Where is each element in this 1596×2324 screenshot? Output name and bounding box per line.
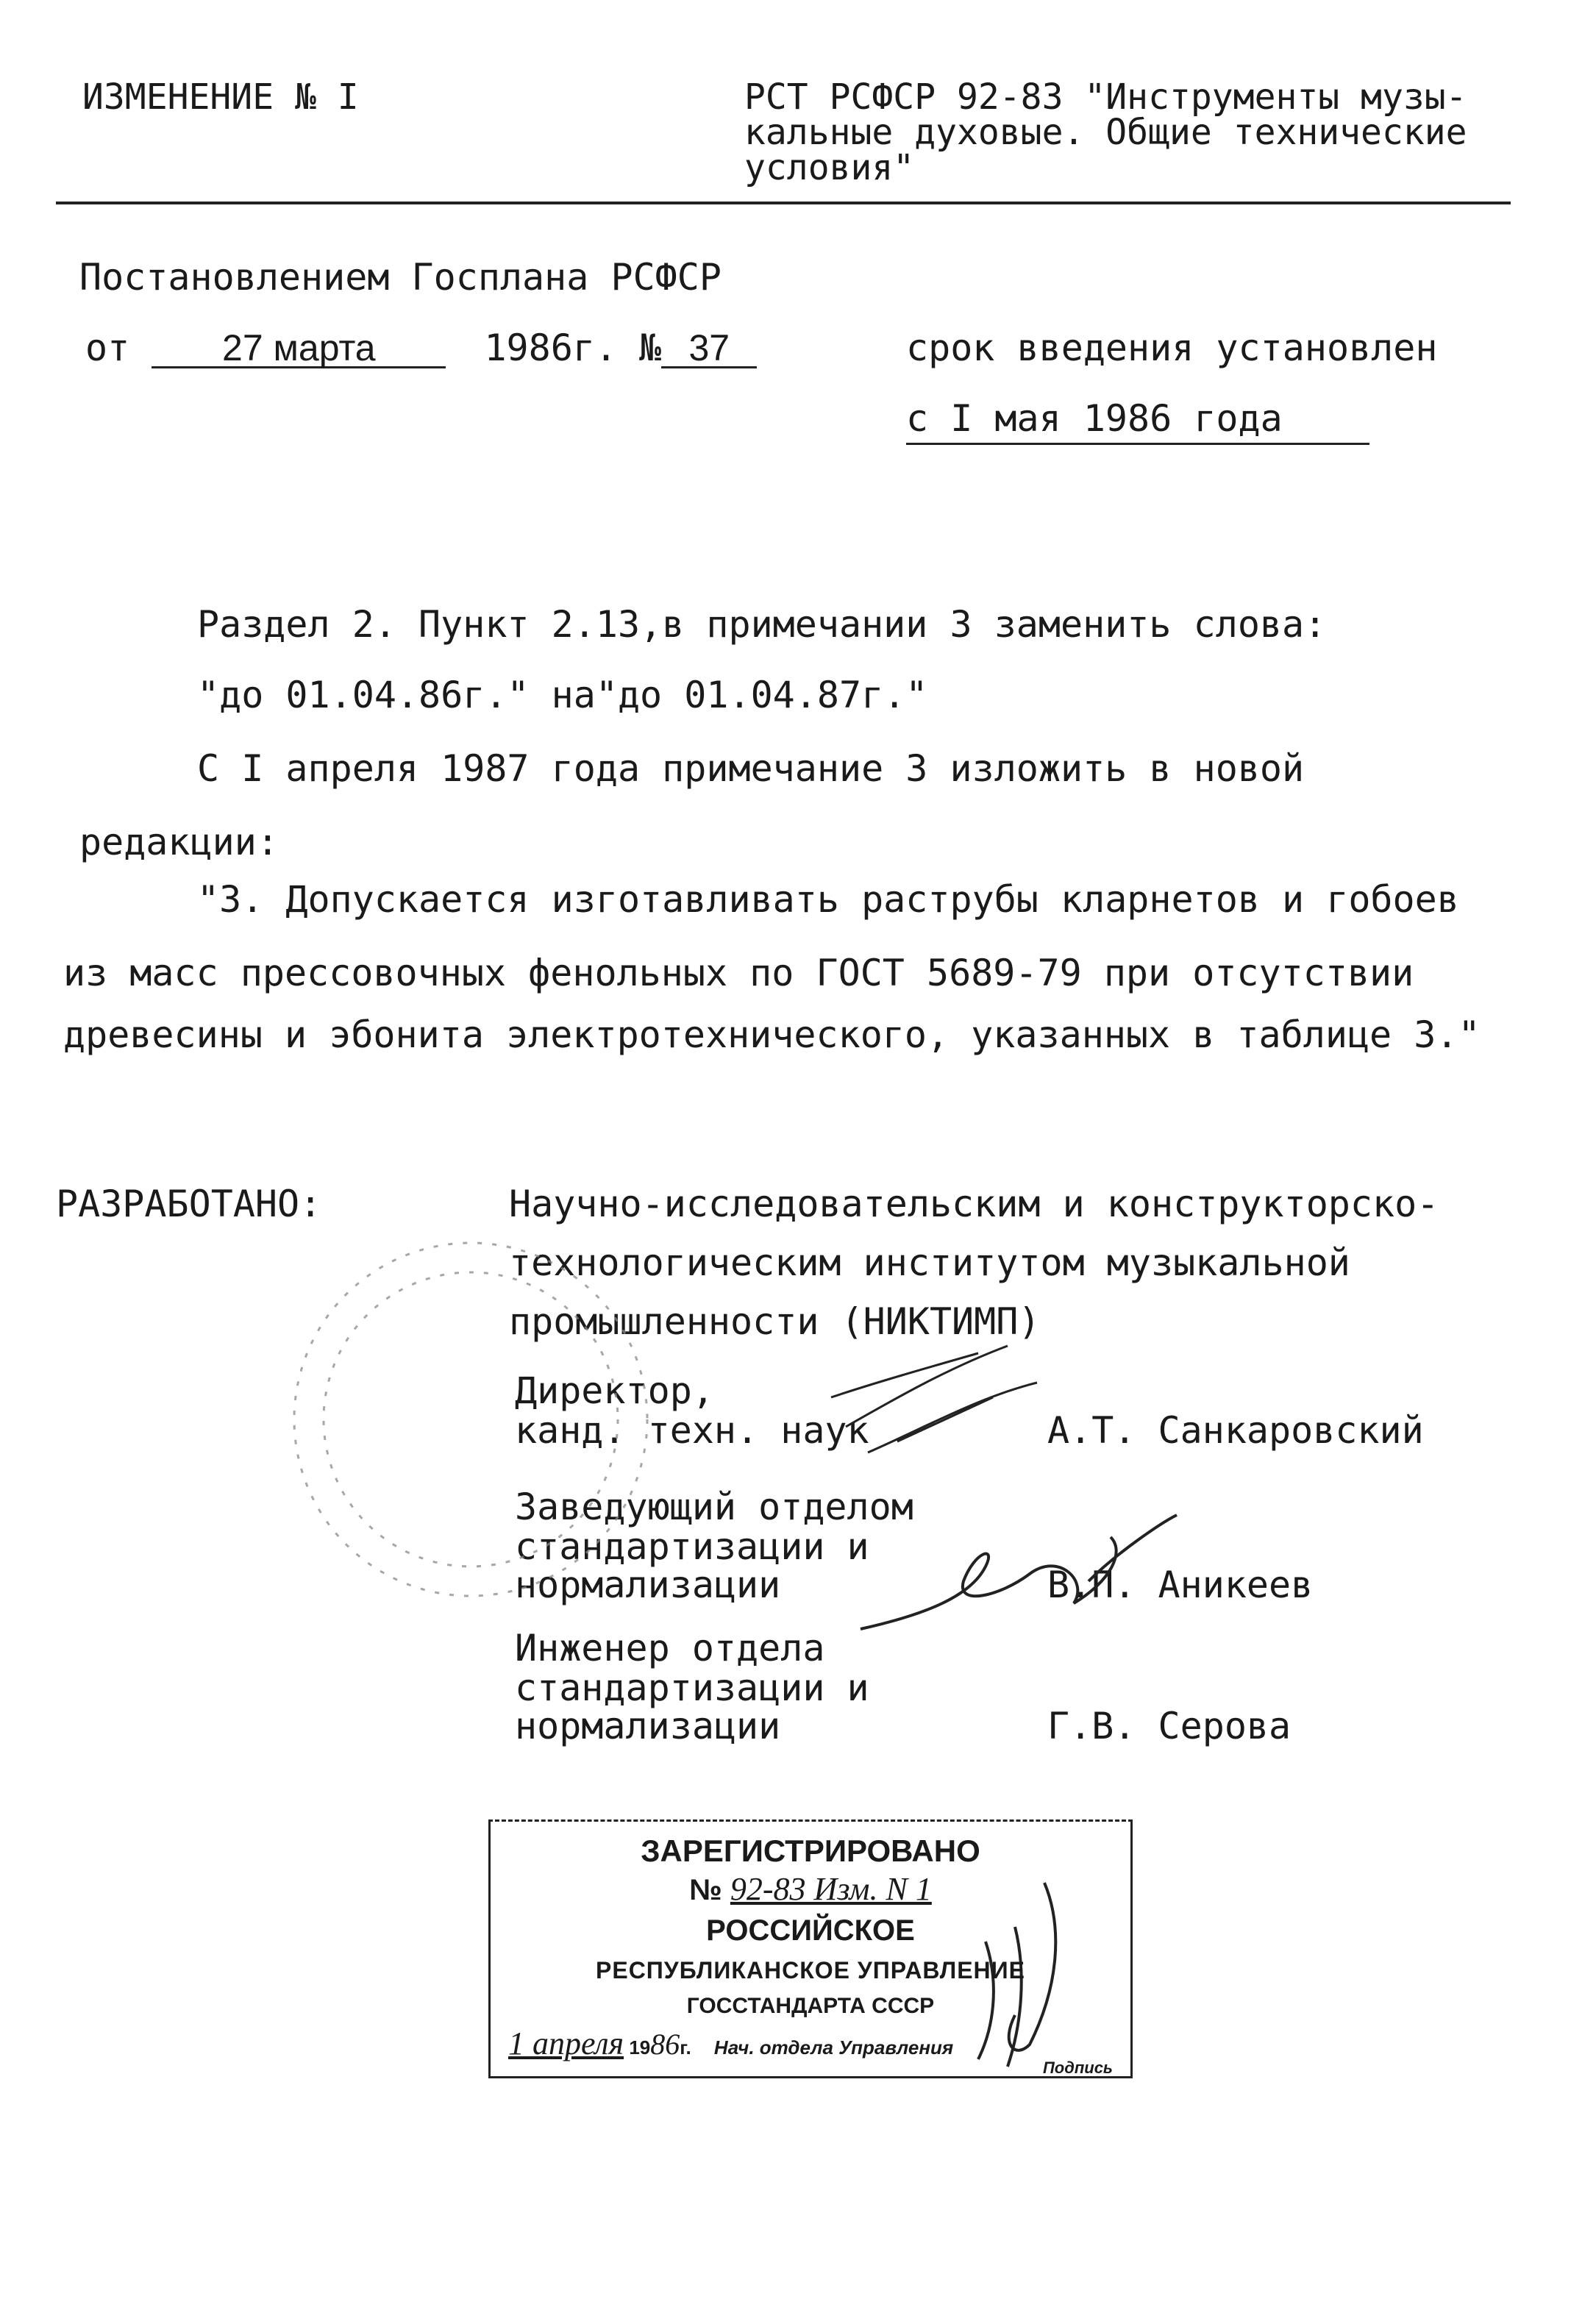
- header-rule: [56, 202, 1511, 204]
- org-line-3: промышленности (НИКТИМП): [509, 1300, 1041, 1343]
- term-date: с I мая 1986 года: [906, 400, 1369, 445]
- decree-year: 1986г.: [484, 327, 618, 369]
- stamp-dept: Нач. отдела Управления: [713, 2036, 954, 2059]
- stamp-registered: ЗАРЕГИСТРИРОВАНО: [641, 1833, 980, 1868]
- body-line-5: "3. Допускается изготавливать раструбы кларнетов и гобоев: [197, 878, 1459, 921]
- standard-title-line-3: условия": [744, 147, 915, 188]
- body-line-2: "до 01.04.86г." на"до 01.04.87г.": [197, 674, 928, 716]
- decree-date-line: [85, 329, 757, 368]
- org-line-2: технологическим институтом музыкальной: [509, 1241, 1350, 1284]
- engineer-title-2: стандартизации и: [515, 1667, 869, 1709]
- engineer-title-1: Инженер отдела: [515, 1627, 825, 1669]
- body-line-7: древесины и эбонита электротехнического, указанных в таблице 3.": [63, 1013, 1481, 1056]
- head-title-2: стандартизации и: [515, 1525, 869, 1568]
- amendment-title: ИЗМЕНЕНИЕ № I: [82, 76, 359, 118]
- director-title-1: Директор,: [515, 1369, 714, 1412]
- stamp-year: 86: [650, 2028, 680, 2061]
- stamp-republican: РЕСПУБЛИКАНСКОЕ УПРАВЛЕНИЕ: [596, 1957, 1025, 1983]
- standard-title-line-1: РСТ РСФСР 92-83 "Инструменты музы-: [744, 76, 1467, 118]
- stamp-no-label: №: [689, 1874, 722, 1906]
- registration-stamp: [488, 1819, 1133, 2078]
- head-title-1: Заведующий отделом: [515, 1486, 913, 1528]
- engineer-title-3: нормализации: [515, 1705, 781, 1747]
- stamp-date: 1 апреля: [508, 2025, 624, 2061]
- head-name: В.П. Аникеев: [1047, 1564, 1314, 1606]
- standard-title-line-2: кальные духовые. Общие технические: [744, 112, 1467, 153]
- stamp-year-suffix: г.: [680, 2036, 691, 2059]
- stamp-number-line: [491, 1870, 1130, 1908]
- engineer-name: Г.В. Серова: [1047, 1705, 1292, 1747]
- body-line-6: из масс прессовочных фенольных по ГОСТ 5689-79 при отсутствии: [63, 952, 1414, 994]
- stamp-date-line: [491, 2025, 1148, 2062]
- head-title-3: нормализации: [515, 1564, 781, 1606]
- director-title-2: канд. техн. наук: [515, 1409, 869, 1452]
- decree-number: 37: [661, 329, 757, 368]
- stamp-gosstandart: ГОССТАНДАРТА СССР: [686, 1994, 935, 2018]
- director-name: А.Т. Санкаровский: [1047, 1409, 1424, 1452]
- body-line-4: редакции:: [79, 821, 279, 863]
- stamp-sign-label: Подпись: [1042, 2059, 1113, 2077]
- term-label: срок введения установлен: [906, 327, 1438, 369]
- stamp-russian: РОССИЙСКОЕ: [706, 1914, 915, 1947]
- body-line-3: С I апреля 1987 года примечание 3 изложить в новой: [197, 747, 1305, 790]
- from-label: от: [85, 327, 130, 369]
- org-line-1: Научно-исследовательским и конструкторско-: [509, 1183, 1439, 1225]
- body-line-1: Раздел 2. Пункт 2.13,в примечании 3 заменить слова:: [197, 603, 1327, 646]
- decree-line: Постановлением Госплана РСФСР: [79, 256, 722, 299]
- decree-date: 27 марта: [152, 329, 446, 368]
- stamp-year-prefix: 19: [629, 2036, 651, 2059]
- stamp-no-value: 92-83 Изм. N 1: [730, 1871, 932, 1907]
- developed-label: РАЗРАБОТАНО:: [56, 1183, 322, 1225]
- number-label: №: [639, 327, 662, 369]
